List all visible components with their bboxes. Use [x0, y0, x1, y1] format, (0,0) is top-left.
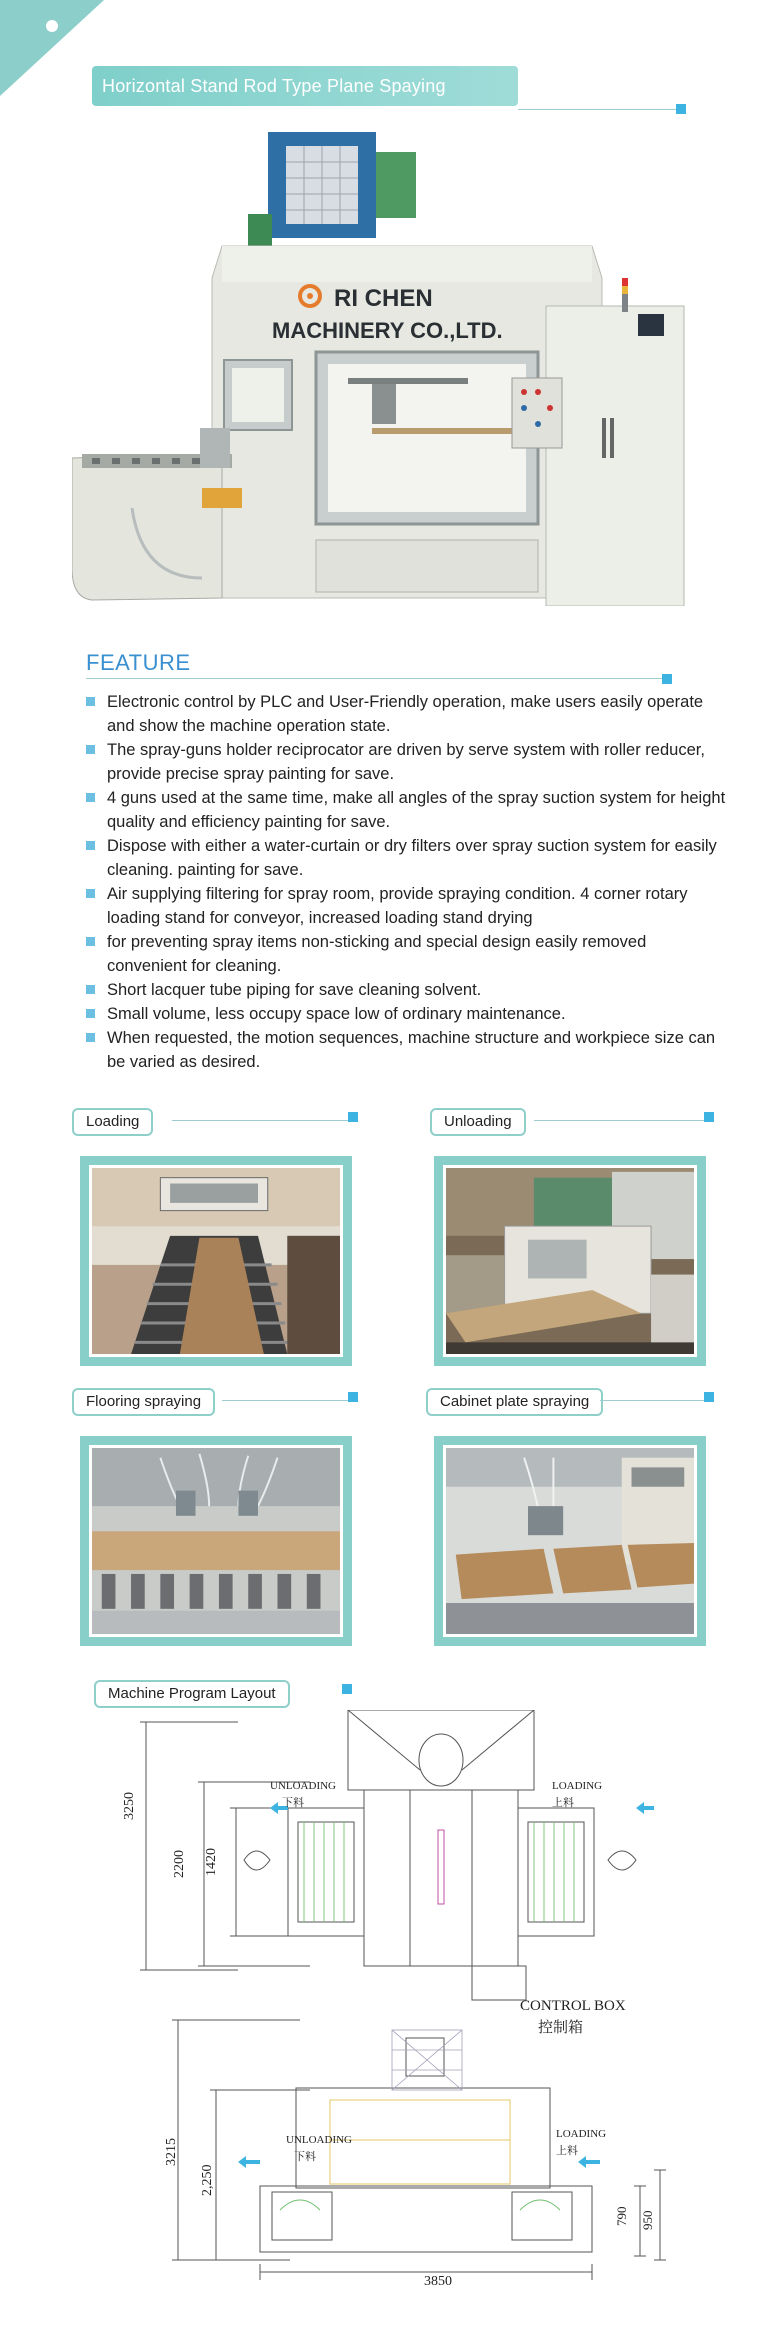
side-unloading-label: UNLOADING: [286, 2134, 352, 2146]
top-unloading-chinese: 下料: [282, 1797, 304, 1809]
top-loading-chinese: 上料: [552, 1797, 574, 1809]
feature-divider: [86, 678, 662, 679]
feature-item: Air supplying filtering for spray room, provide spraying condition. 4 corner rotary loading stand for conveyor, increased loading stand drying: [86, 882, 726, 930]
loading-label: Loading: [72, 1108, 153, 1136]
side-view-layout-drawing: [160, 2010, 680, 2300]
top-unloading-label: UNLOADING: [270, 1780, 336, 1792]
page-title: Horizontal Stand Rod Type Plane Spaying Machine: [92, 66, 518, 106]
brand-name: RI CHEN: [334, 285, 433, 312]
control-box-chinese: 控制箱: [538, 2020, 584, 2036]
brand-subtitle: MACHINERY CO.,LTD.: [272, 318, 503, 343]
top-loading-label: LOADING: [552, 1780, 603, 1792]
dim-3850: 3850: [424, 2274, 452, 2289]
feature-item: Electronic control by PLC and User-Friendly operation, make users easily operate and show the machine operation state.: [86, 690, 726, 738]
dim-3250: 3250: [122, 1792, 137, 1820]
machine-photo: [72, 128, 724, 606]
loading-photo: [80, 1156, 352, 1366]
cabinet-plate-spraying-photo: [434, 1436, 706, 1646]
dim-2250: 2,250: [200, 2164, 215, 2196]
feature-square-marker: [662, 674, 672, 684]
unloading-label: Unloading: [430, 1108, 526, 1136]
feature-item: The spray-guns holder reciprocator are driven by serve system with roller reducer, provide precise spray painting for save.: [86, 738, 726, 786]
cabinet-divider: [600, 1400, 704, 1401]
loading-divider: [172, 1120, 348, 1121]
feature-heading: FEATURE: [86, 650, 191, 675]
side-loading-chinese: 上料: [556, 2145, 578, 2157]
feature-item: 4 guns used at the same time, make all angles of the spray suction system for height quality and efficiency painting for save.: [86, 786, 726, 834]
side-unloading-chinese: 下料: [294, 2151, 316, 2163]
unloading-divider: [534, 1120, 704, 1121]
dim-3215: 3215: [164, 2138, 179, 2166]
dim-2200: 2200: [172, 1850, 187, 1878]
feature-item: Small volume, less occupy space low of ordinary maintenance.: [86, 1002, 726, 1026]
flooring-square-marker: [348, 1392, 358, 1402]
flooring-spraying-label: Flooring spraying: [72, 1388, 215, 1416]
dim-1420: 1420: [204, 1848, 219, 1876]
control-box-label: CONTROL BOX: [520, 1998, 626, 2014]
unloading-square-marker: [704, 1112, 714, 1122]
layout-square-marker: [342, 1684, 352, 1694]
feature-item: for preventing spray items non-sticking and special design easily removed convenient for cleaning.: [86, 930, 726, 978]
cabinet-plate-spraying-label: Cabinet plate spraying: [426, 1388, 603, 1416]
side-loading-label: LOADING: [556, 2128, 607, 2140]
feature-item: Short lacquer tube piping for save cleaning solvent.: [86, 978, 726, 1002]
title-divider: [518, 109, 676, 110]
cabinet-square-marker: [704, 1392, 714, 1402]
feature-item: Dispose with either a water-curtain or dry filters over spray suction system for easily cleaning. painting for save.: [86, 834, 726, 882]
unloading-photo: [434, 1156, 706, 1366]
feature-item: When requested, the motion sequences, machine structure and workpiece size can be varied as desired.: [86, 1026, 726, 1074]
layout-heading: Machine Program Layout: [94, 1680, 290, 1708]
dim-950: 950: [640, 2210, 655, 2230]
title-square-marker: [676, 104, 686, 114]
feature-list: [86, 690, 726, 1074]
dim-790: 790: [614, 2206, 629, 2226]
loading-square-marker: [348, 1112, 358, 1122]
flooring-spraying-photo: [80, 1436, 352, 1646]
flooring-divider: [222, 1400, 348, 1401]
